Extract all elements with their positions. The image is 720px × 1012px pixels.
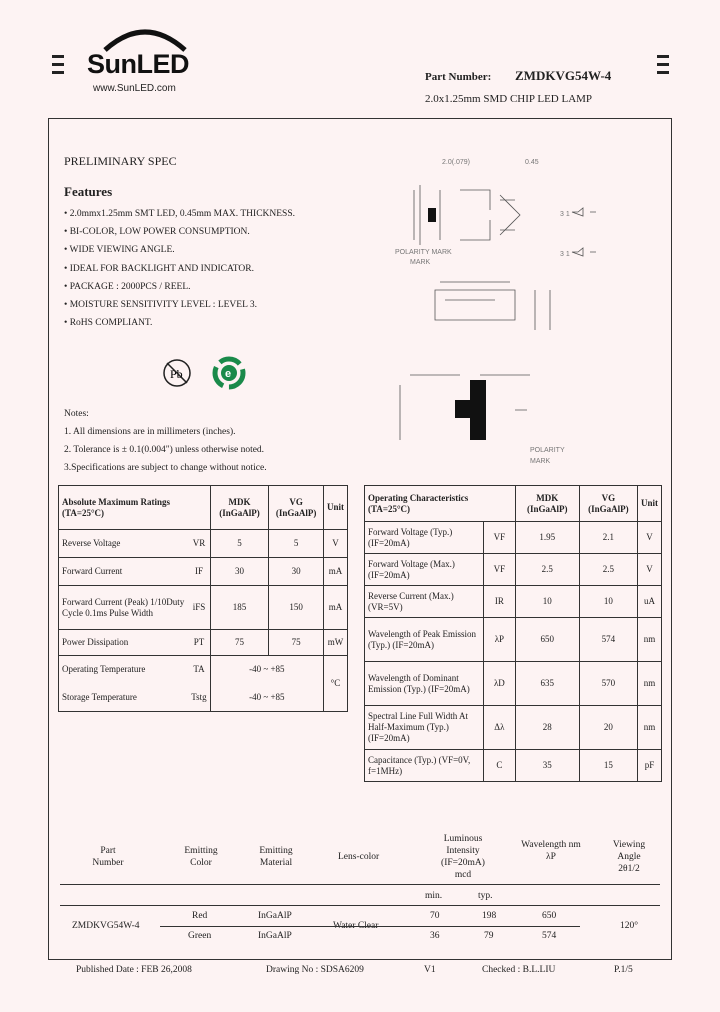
footer-version: V1: [424, 965, 436, 975]
abs-row-label: Forward Current (Peak) 1/10Duty Cycle 0.1ms Pulse Width: [59, 586, 189, 630]
abs-header-mdk: MDK (InGaAlP): [210, 486, 269, 530]
chip-pad-lower: [455, 400, 470, 418]
op-row-unit: nm: [637, 618, 661, 662]
operating-table: [364, 485, 662, 782]
dim-top2-label: 0.45: [525, 159, 539, 166]
pb-free-icon: [162, 358, 192, 388]
op-row-mdk: 28: [515, 706, 579, 750]
abs-row-unit: mA: [323, 586, 347, 630]
op-row-unit: pF: [637, 750, 661, 782]
op-row-mdk: 35: [515, 750, 579, 782]
abs-row-range: -40 ~ +85: [210, 656, 323, 684]
feature-item: • MOISTURE SENSITIVITY LEVEL : LEVEL 3.: [64, 300, 258, 311]
eco-recycle-icon: [211, 356, 247, 390]
pin-bottom-label: 3 1: [560, 251, 570, 258]
sel-header-color: Emitting Color: [184, 846, 218, 868]
sel-row-min: 36: [430, 931, 440, 941]
op-row-symbol: Δλ: [484, 706, 516, 750]
op-row-label: Capacitance (Typ.) (VF=0V, f=1MHz): [365, 750, 484, 782]
feature-item: • BI-COLOR, LOW POWER CONSUMPTION.: [64, 227, 250, 238]
sel-row-material: InGaAlP: [258, 931, 292, 941]
op-row-label: Spectral Line Full Width At Half-Maximum (Typ.) (IF=20mA): [365, 706, 484, 750]
abs-row-mdk: 5: [210, 530, 269, 558]
op-header-mdk: MDK (InGaAlP): [515, 486, 579, 522]
corner-marker-left: [52, 55, 64, 58]
abs-row-mdk: 185: [210, 586, 269, 630]
feature-item: • WIDE VIEWING ANGLE.: [64, 245, 175, 256]
op-row-symbol: C: [484, 750, 516, 782]
op-row-vg: 2.5: [579, 554, 637, 586]
abs-row-vg: 30: [269, 558, 324, 586]
op-row-unit: V: [637, 554, 661, 586]
op-row-mdk: 10: [515, 586, 579, 618]
op-header-unit: Unit: [637, 486, 661, 522]
op-row-vg: 10: [579, 586, 637, 618]
sel-rule-top: [60, 884, 660, 885]
footer-checked: Checked : B.L.LIU: [482, 965, 556, 975]
abs-row-label: Forward Current: [59, 558, 189, 586]
svg-text:e: e: [225, 368, 232, 380]
sel-row-color: Red: [192, 911, 208, 921]
sel-header-part: Part Number: [92, 846, 124, 868]
logo-text: SunLED: [87, 49, 189, 79]
sel-header-min: min.: [425, 891, 443, 901]
note-item: 1. All dimensions are in millimeters (inches).: [64, 427, 236, 437]
abs-row-unit: mW: [323, 630, 347, 656]
page-title: PRELIMINARY SPEC: [64, 154, 177, 168]
op-row-symbol: λP: [484, 618, 516, 662]
sel-row-material: InGaAlP: [258, 911, 292, 921]
op-row-mdk: 1.95: [515, 522, 579, 554]
polarity-label: POLARITY: [530, 447, 565, 454]
abs-row-symbol: PT: [188, 630, 210, 656]
op-row-unit: nm: [637, 662, 661, 706]
logo-arc-icon: [100, 22, 190, 52]
note-item: 3.Specifications are subject to change without notice.: [64, 463, 267, 473]
notes: [64, 405, 267, 477]
op-row-symbol: VF: [484, 522, 516, 554]
abs-row-symbol: VR: [188, 530, 210, 558]
chip-top-view: [428, 208, 436, 222]
sel-header-typ: typ.: [478, 891, 493, 901]
abs-row-symbol: iFS: [188, 586, 210, 630]
sel-header-wave: Wavelength nm λP: [521, 840, 581, 862]
polarity-mark-label: POLARITY MARK: [395, 249, 452, 256]
sel-viewing-angle: 120°: [620, 921, 639, 931]
abs-row-symbol: IF: [188, 558, 210, 586]
footer-rule: [48, 959, 672, 960]
abs-row-unit: mA: [323, 558, 347, 586]
svg-text:Pb: Pb: [170, 367, 183, 381]
op-row-unit: nm: [637, 706, 661, 750]
footer-page: P.1/5: [614, 965, 633, 975]
op-row-unit: uA: [637, 586, 661, 618]
features-title: Features: [64, 184, 113, 199]
op-row-label: Reverse Current (Max.) (VR=5V): [365, 586, 484, 618]
op-row-label: Forward Voltage (Max.) (IF=20mA): [365, 554, 484, 586]
notes-title: Notes:: [64, 409, 89, 419]
note-item: 2. Tolerance is ± 0.1(0.004") unless otherwise noted.: [64, 445, 265, 455]
logo-url[interactable]: www.SunLED.com: [93, 83, 176, 94]
sel-header-angle: Viewing Angle 2θ1/2: [612, 840, 646, 874]
sel-row-color: Green: [188, 931, 212, 941]
op-row-vg: 570: [579, 662, 637, 706]
op-row-label: Forward Voltage (Typ.) (IF=20mA): [365, 522, 484, 554]
op-row-vg: 20: [579, 706, 637, 750]
sel-row-typ: 79: [484, 931, 494, 941]
svg-text:MARK: MARK: [410, 259, 431, 266]
op-header-vg: VG (InGaAlP): [579, 486, 637, 522]
sel-header-lum: Luminous Intensity (IF=20mA) mcd: [441, 834, 485, 880]
feature-item: • PACKAGE : 2000PCS / REEL.: [64, 281, 191, 292]
op-row-mdk: 2.5: [515, 554, 579, 586]
op-row-symbol: IR: [484, 586, 516, 618]
abs-row-label: Power Dissipation: [59, 630, 189, 656]
sel-row-min: 70: [430, 911, 440, 921]
part-number-value: ZMDKVG54W-4: [515, 68, 612, 83]
abs-row-mdk: 30: [210, 558, 269, 586]
op-row-symbol: λD: [484, 662, 516, 706]
op-row-vg: 2.1: [579, 522, 637, 554]
chip-pad-upper: [470, 380, 486, 440]
pin-top-label: 3 1: [560, 211, 570, 218]
sel-rule-sub: [60, 905, 660, 906]
sel-row-typ: 198: [482, 911, 497, 921]
op-row-unit: V: [637, 522, 661, 554]
op-row-symbol: VF: [484, 554, 516, 586]
package-drawing: [340, 150, 640, 470]
sel-lens-color: Water Clear: [333, 921, 379, 931]
sel-header-lens: Lens-color: [338, 852, 380, 862]
abs-row-mdk: 75: [210, 630, 269, 656]
abs-row-label: Operating Temperature: [59, 656, 189, 684]
footer-drawing: Drawing No : SDSA6209: [266, 965, 364, 975]
features-list: [64, 205, 364, 332]
abs-header-unit: Unit: [323, 486, 347, 530]
op-row-vg: 574: [579, 618, 637, 662]
abs-row-symbol: Tstg: [188, 684, 210, 712]
abs-row-unit: V: [323, 530, 347, 558]
dim-top-label: 2.0(.079): [442, 159, 471, 166]
op-row-vg: 15: [579, 750, 637, 782]
sel-row-wave: 574: [542, 931, 557, 941]
abs-row-label: Reverse Voltage: [59, 530, 189, 558]
abs-row-label: Storage Temperature: [59, 684, 189, 712]
corner-marker-right: [657, 55, 669, 58]
abs-header-title: Absolute Maximum Ratings (TA=25°C): [59, 486, 211, 530]
abs-row-vg: 5: [269, 530, 324, 558]
sel-rule-mid: [160, 926, 580, 927]
abs-row-vg: 75: [269, 630, 324, 656]
op-row-mdk: 650: [515, 618, 579, 662]
feature-item: • 2.0mmx1.25mm SMT LED, 0.45mm MAX. THICKNESS.: [64, 209, 295, 219]
op-row-mdk: 635: [515, 662, 579, 706]
part-description: 2.0x1.25mm SMD CHIP LED LAMP: [425, 93, 593, 105]
op-header-title: Operating Characteristics (TA=25°C): [365, 486, 516, 522]
footer-published: Published Date : FEB 26,2008: [76, 965, 192, 975]
abs-row-vg: 150: [269, 586, 324, 630]
part-number-label: Part Number:: [425, 71, 492, 83]
sel-part-number: ZMDKVG54W-4: [72, 921, 140, 931]
abs-max-table: [58, 485, 348, 712]
sel-row-wave: 650: [542, 911, 557, 921]
op-row-label: Wavelength of Dominant Emission (Typ.) (IF=20mA): [365, 662, 484, 706]
op-row-label: Wavelength of Peak Emission (Typ.) (IF=20mA): [365, 618, 484, 662]
abs-temp-unit: °C: [323, 656, 347, 712]
abs-row-symbol: TA: [188, 656, 210, 684]
mark-label: MARK: [530, 458, 551, 465]
feature-item: • IDEAL FOR BACKLIGHT AND INDICATOR.: [64, 263, 254, 274]
sel-header-material: Emitting Material: [259, 846, 293, 868]
feature-item: • RoHS COMPLIANT.: [64, 318, 153, 329]
abs-row-range: -40 ~ +85: [210, 684, 323, 712]
abs-header-vg: VG (InGaAlP): [269, 486, 324, 530]
